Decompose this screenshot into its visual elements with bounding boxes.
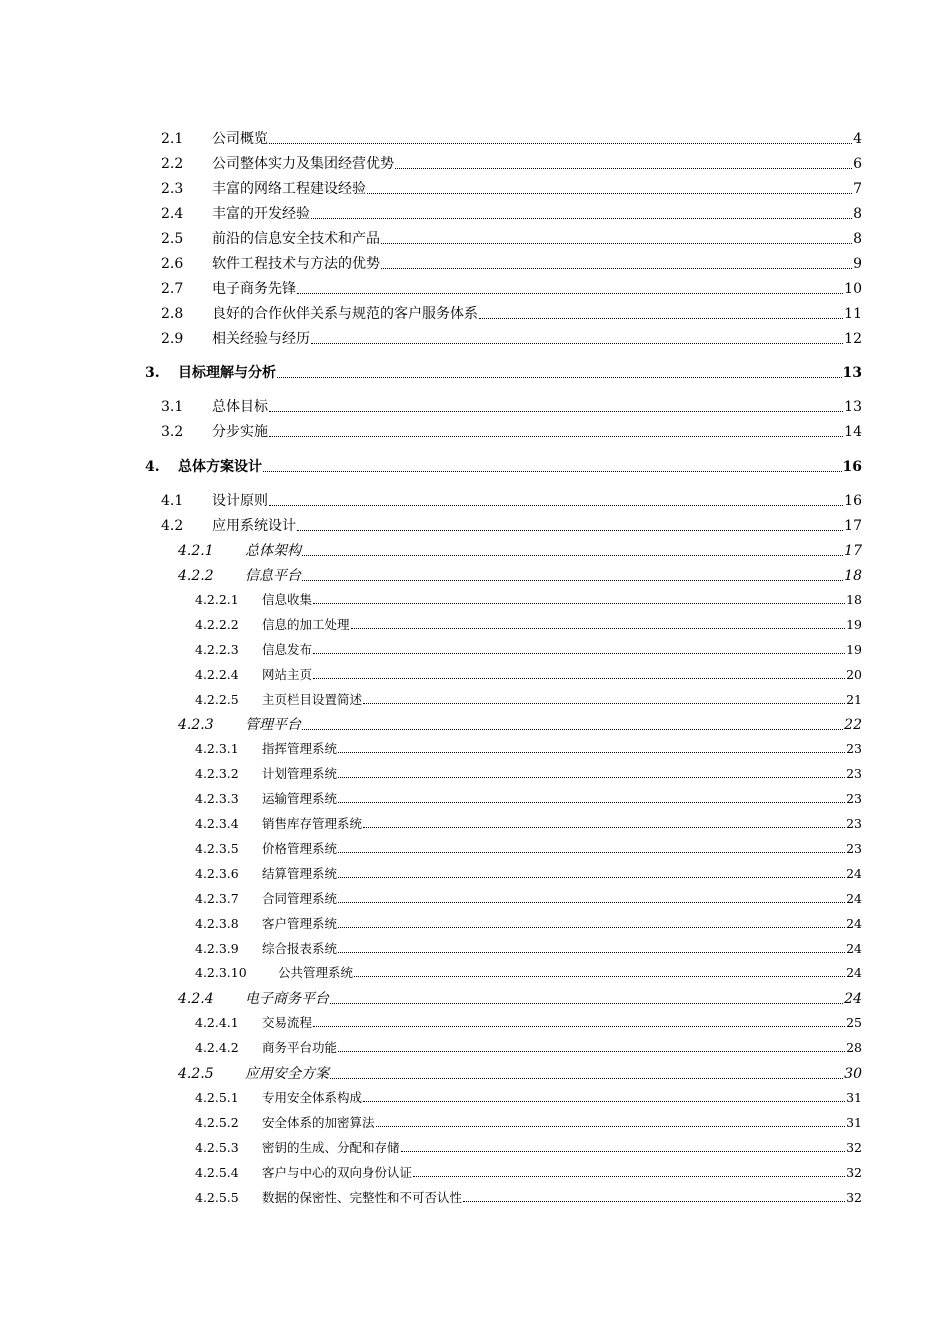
toc-entry-number: 2.2: [161, 156, 184, 172]
toc-entry-page: 32: [846, 1190, 862, 1205]
toc-entry-number: 3.2: [161, 424, 184, 440]
toc-entry[interactable]: [178, 714, 862, 734]
toc-entry-title: 信息收集: [262, 592, 313, 607]
toc-entry-title: 前沿的信息安全技术和产品: [212, 231, 380, 247]
toc-entry-title: 价格管理系统: [262, 841, 338, 856]
toc-leader-dots: [367, 193, 852, 194]
toc-entry-title: 商务平台功能: [262, 1040, 338, 1055]
toc-leader-dots: [338, 877, 845, 878]
toc-leader-dots: [313, 603, 845, 604]
toc-entry-title: 分步实施: [212, 424, 268, 440]
toc-entry-page: 28: [846, 1040, 862, 1055]
toc-entry-title: 合同管理系统: [262, 891, 338, 906]
toc-leader-dots: [302, 555, 843, 556]
toc-leader-dots: [381, 268, 852, 269]
toc-entry[interactable]: [195, 839, 862, 857]
toc-entry-title: 丰富的网络工程建设经验: [212, 181, 366, 197]
toc-leader-dots: [363, 703, 845, 704]
toc-entry-number: 4.2.3.9: [195, 941, 239, 956]
toc-entry-number: 4.2.5: [178, 1066, 214, 1082]
toc-entry-number: 4.2: [161, 518, 184, 534]
toc-entry-page: 10: [844, 281, 862, 297]
toc-entry[interactable]: [161, 328, 862, 348]
toc-entry-number: 4.2.5.3: [195, 1140, 239, 1155]
toc-leader-dots: [330, 1003, 843, 1004]
toc-entry[interactable]: [161, 203, 862, 223]
toc-entry-number: 4.2.3.4: [195, 816, 239, 831]
toc-entry[interactable]: [161, 303, 862, 323]
toc-entry-number: 4.2.2.5: [195, 692, 239, 707]
toc-entry-number: 2.9: [161, 331, 184, 347]
toc-entry-title: 运输管理系统: [262, 791, 338, 806]
toc-entry-title: 应用系统设计: [212, 518, 296, 534]
toc-entry-page: 9: [853, 256, 862, 272]
toc-leader-dots: [395, 168, 852, 169]
toc-entry[interactable]: [195, 864, 862, 882]
toc-entry[interactable]: [195, 665, 862, 683]
toc-leader-dots: [338, 1051, 845, 1052]
toc-entry-page: 24: [846, 891, 862, 906]
toc-entry[interactable]: [161, 253, 862, 273]
toc-leader-dots: [376, 1126, 846, 1127]
toc-leader-dots: [302, 580, 843, 581]
toc-entry[interactable]: [195, 814, 862, 832]
toc-entry-title: 客户与中心的双向身份认证: [262, 1165, 413, 1180]
toc-entry-title: 目标理解与分析: [178, 365, 276, 381]
toc-entry-title: 良好的合作伙伴关系与规范的客户服务体系: [212, 306, 478, 322]
toc-entry-page: 32: [846, 1165, 862, 1180]
toc-entry-number: 4.2.2.2: [195, 617, 239, 632]
toc-entry-title: 总体方案设计: [178, 459, 262, 475]
toc-entry-page: 23: [846, 741, 862, 756]
toc-entry-page: 17: [844, 543, 862, 559]
toc-entry-page: 8: [853, 206, 862, 222]
toc-entry-number: 4.2.4.2: [195, 1040, 239, 1055]
toc-leader-dots: [401, 1151, 846, 1152]
toc-entry-number: 2.6: [161, 256, 184, 272]
toc-leader-dots: [338, 852, 845, 853]
toc-leader-dots: [354, 976, 845, 977]
toc-leader-dots: [338, 802, 845, 803]
toc-entry-title: 信息发布: [262, 642, 313, 657]
toc-entry-title: 网站主页: [262, 667, 313, 682]
toc-entry[interactable]: [161, 178, 862, 198]
toc-entry-page: 6: [853, 156, 862, 172]
toc-entry[interactable]: [195, 690, 862, 708]
toc-entry-number: 4.2.5.2: [195, 1115, 239, 1130]
toc-entry-page: 8: [853, 231, 862, 247]
toc-leader-dots: [330, 1078, 843, 1079]
toc-entry-page: 24: [846, 941, 862, 956]
toc-entry-title: 应用安全方案: [245, 1066, 329, 1082]
toc-entry-number: 4.2.3.6: [195, 866, 239, 881]
toc-leader-dots: [363, 1101, 845, 1102]
toc-entry[interactable]: [195, 914, 862, 932]
toc-entry[interactable]: [161, 228, 862, 248]
toc-entry[interactable]: [145, 362, 862, 382]
toc-entry-title: 专用安全体系构成: [262, 1090, 363, 1105]
toc-entry-number: 4.2.2.1: [195, 592, 239, 607]
toc-entry-title: 客户管理系统: [262, 916, 338, 931]
toc-leader-dots: [463, 1201, 845, 1202]
toc-leader-dots: [413, 1176, 845, 1177]
toc-leader-dots: [277, 377, 842, 378]
toc-entry-page: 21: [846, 692, 862, 707]
toc-entry[interactable]: [195, 615, 862, 633]
toc-entry-page: 18: [846, 592, 862, 607]
toc-entry[interactable]: [195, 1188, 862, 1206]
toc-entry-title: 管理平台: [245, 717, 301, 733]
toc-entry-title: 公司概览: [212, 131, 268, 147]
toc-entry-number: 2.5: [161, 231, 184, 247]
toc-entry[interactable]: [161, 153, 862, 173]
toc-leader-dots: [297, 293, 843, 294]
toc-entry-title: 计划管理系统: [262, 766, 338, 781]
toc-entry[interactable]: [161, 421, 862, 441]
toc-leader-dots: [311, 343, 843, 344]
toc-entry-page: 31: [846, 1090, 862, 1105]
toc-entry-title: 设计原则: [212, 493, 268, 509]
toc-entry-number: 3.1: [161, 399, 184, 415]
toc-entry[interactable]: [195, 764, 862, 782]
toc-entry-number: 4.2.4: [178, 991, 214, 1007]
toc-entry-number: 4.2.4.1: [195, 1015, 239, 1030]
toc-entry-title: 电子商务先锋: [212, 281, 296, 297]
toc-entry[interactable]: [195, 963, 862, 981]
toc-entry-page: 12: [844, 331, 862, 347]
toc-leader-dots: [338, 777, 845, 778]
toc-entry-number: 4.2.3.10: [195, 965, 247, 980]
toc-entry-title: 信息的加工处理: [262, 617, 350, 632]
toc-entry-title: 丰富的开发经验: [212, 206, 310, 222]
toc-leader-dots: [313, 1026, 845, 1027]
toc-leader-dots: [338, 952, 845, 953]
toc-leader-dots: [269, 143, 852, 144]
toc-entry-number: 4.2.5.1: [195, 1090, 239, 1105]
toc-entry-number: 4.2.2: [178, 568, 214, 584]
toc-entry[interactable]: [195, 640, 862, 658]
toc-entry-page: 4: [853, 131, 862, 147]
toc-entry-page: 16: [844, 493, 862, 509]
toc-entry-number: 4.2.3.7: [195, 891, 239, 906]
toc-entry-page: 24: [846, 916, 862, 931]
toc-entry-page: 19: [846, 617, 862, 632]
toc-entry[interactable]: [161, 490, 862, 510]
toc-leader-dots: [263, 471, 842, 472]
toc-entry-number: 2.7: [161, 281, 184, 297]
toc-entry[interactable]: [195, 1138, 862, 1156]
toc-entry-page: 24: [846, 965, 862, 980]
toc-entry-number: 4.: [145, 459, 160, 475]
toc-entry-number: 4.2.2.4: [195, 667, 239, 682]
toc-entry-page: 24: [846, 866, 862, 881]
toc-entry-number: 4.2.3.5: [195, 841, 239, 856]
toc-leader-dots: [351, 628, 846, 629]
toc-entry-title: 数据的保密性、完整性和不可否认性: [262, 1190, 463, 1205]
toc-entry-page: 11: [844, 306, 862, 322]
toc-entry-number: 4.2.5.4: [195, 1165, 239, 1180]
toc-entry-page: 23: [846, 791, 862, 806]
toc-leader-dots: [302, 729, 843, 730]
toc-entry-page: 7: [853, 181, 862, 197]
toc-entry-title: 公共管理系统: [278, 965, 354, 980]
toc-entry-page: 16: [842, 459, 862, 475]
toc-entry-title: 总体目标: [212, 399, 268, 415]
toc-entry-number: 2.1: [161, 131, 184, 147]
toc-entry[interactable]: [161, 515, 862, 535]
toc-entry[interactable]: [195, 1013, 862, 1031]
toc-entry-page: 25: [846, 1015, 862, 1030]
toc-entry-page: 22: [844, 717, 862, 733]
toc-entry-title: 软件工程技术与方法的优势: [212, 256, 380, 272]
toc-entry-page: 17: [844, 518, 862, 534]
toc-entry-title: 相关经验与经历: [212, 331, 310, 347]
toc-entry[interactable]: [178, 565, 862, 585]
toc-entry-page: 31: [846, 1115, 862, 1130]
toc-entry-number: 4.2.3.8: [195, 916, 239, 931]
toc-entry-page: 13: [842, 365, 862, 381]
toc-entry-number: 4.2.5.5: [195, 1190, 239, 1205]
toc-entry-title: 信息平台: [245, 568, 301, 584]
toc-leader-dots: [363, 827, 845, 828]
toc-entry[interactable]: [145, 456, 862, 476]
toc-entry-title: 密钥的生成、分配和存储: [262, 1140, 400, 1155]
toc-entry[interactable]: [195, 1038, 862, 1056]
toc-leader-dots: [311, 218, 852, 219]
toc-entry-page: 13: [844, 399, 862, 415]
toc-entry[interactable]: [195, 1088, 862, 1106]
toc-entry-title: 总体架构: [245, 543, 301, 559]
toc-leader-dots: [381, 243, 852, 244]
toc-entry-title: 结算管理系统: [262, 866, 338, 881]
toc-entry-title: 主页栏目设置简述: [262, 692, 363, 707]
toc-entry-page: 23: [846, 816, 862, 831]
toc-entry-page: 24: [844, 991, 862, 1007]
toc-leader-dots: [269, 411, 843, 412]
toc-entry-number: 4.2.3.1: [195, 741, 239, 756]
toc-entry[interactable]: [178, 1063, 862, 1083]
toc-entry[interactable]: [195, 590, 862, 608]
toc-entry[interactable]: [195, 789, 862, 807]
toc-entry[interactable]: [195, 1113, 862, 1131]
toc-entry[interactable]: [195, 1163, 862, 1181]
toc-entry-number: 2.8: [161, 306, 184, 322]
toc-leader-dots: [297, 530, 843, 531]
toc-entry-number: 3.: [145, 365, 160, 381]
toc-leader-dots: [269, 436, 843, 437]
toc-leader-dots: [338, 902, 845, 903]
toc-entry[interactable]: [161, 278, 862, 298]
toc-entry-page: 14: [844, 424, 862, 440]
toc-entry-number: 4.2.3.3: [195, 791, 239, 806]
toc-entry-number: 4.2.1: [178, 543, 214, 559]
toc-entry[interactable]: [195, 739, 862, 757]
toc-entry-title: 销售库存管理系统: [262, 816, 363, 831]
toc-entry-page: 32: [846, 1140, 862, 1155]
toc-entry[interactable]: [161, 128, 862, 148]
toc-entry-title: 指挥管理系统: [262, 741, 338, 756]
toc-entry[interactable]: [195, 889, 862, 907]
toc-entry-page: 19: [846, 642, 862, 657]
toc-entry-number: 4.2.3: [178, 717, 214, 733]
toc-entry-title: 安全体系的加密算法: [262, 1115, 375, 1130]
toc-entry-title: 电子商务平台: [245, 991, 329, 1007]
toc-entry-title: 交易流程: [262, 1015, 313, 1030]
toc-leader-dots: [269, 505, 843, 506]
toc-entry-page: 30: [844, 1066, 862, 1082]
toc-entry[interactable]: [178, 540, 862, 560]
toc-leader-dots: [338, 927, 845, 928]
toc-entry-title: 公司整体实力及集团经营优势: [212, 156, 394, 172]
toc-entry[interactable]: [178, 988, 862, 1008]
toc-entry-page: 18: [844, 568, 862, 584]
toc-entry-page: 23: [846, 841, 862, 856]
toc-entry-title: 综合报表系统: [262, 941, 338, 956]
toc-entry[interactable]: [161, 396, 862, 416]
toc-leader-dots: [313, 678, 845, 679]
toc-entry-number: 4.2.2.3: [195, 642, 239, 657]
toc-leader-dots: [479, 318, 843, 319]
toc-entry-page: 23: [846, 766, 862, 781]
toc-entry-number: 4.1: [161, 493, 184, 509]
toc-leader-dots: [338, 752, 845, 753]
toc-entry[interactable]: [195, 939, 862, 957]
toc-entry-number: 4.2.3.2: [195, 766, 239, 781]
toc-entry-number: 2.3: [161, 181, 184, 197]
toc-entry-page: 20: [846, 667, 862, 682]
toc-entry-number: 2.4: [161, 206, 184, 222]
toc-leader-dots: [313, 653, 845, 654]
